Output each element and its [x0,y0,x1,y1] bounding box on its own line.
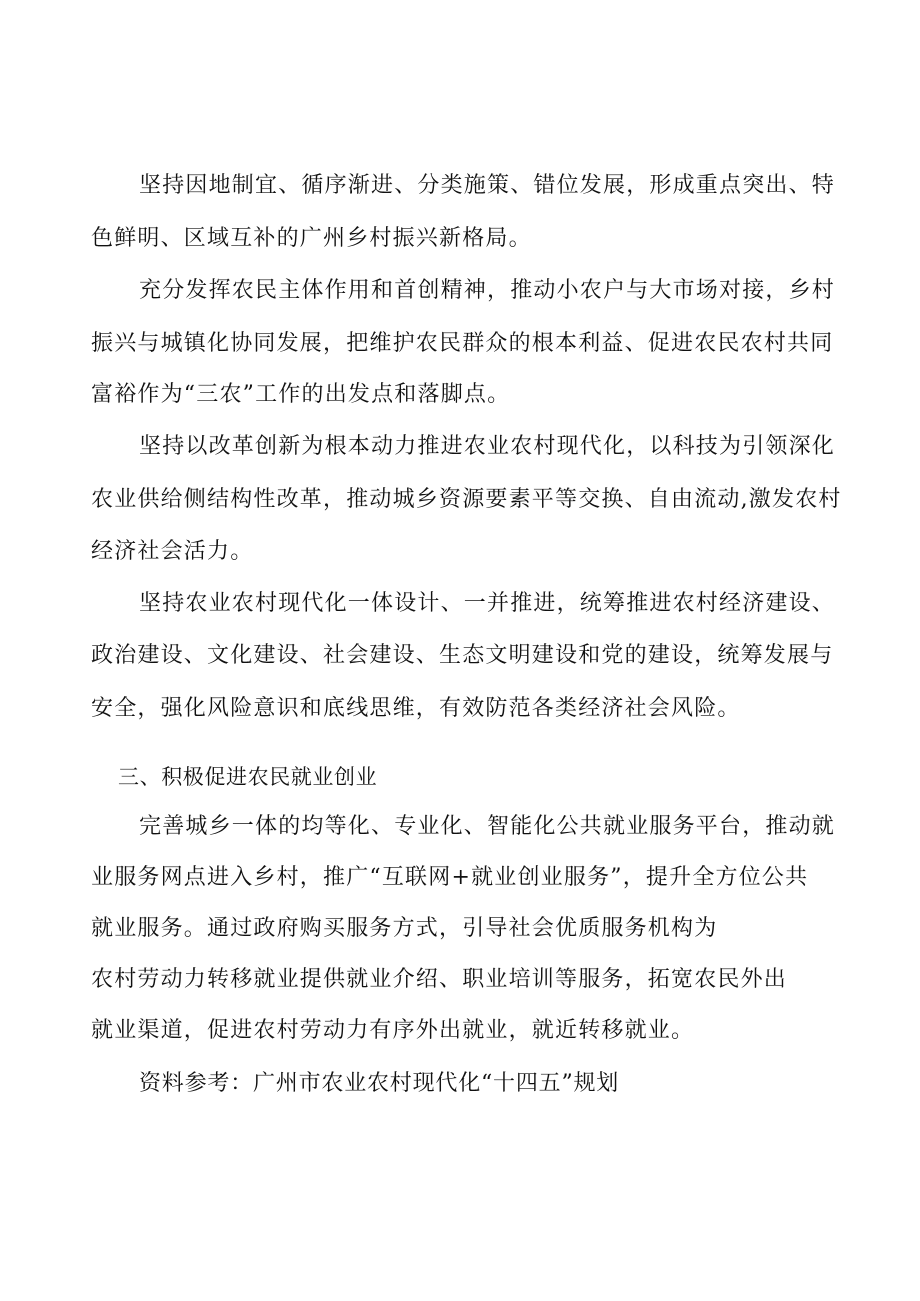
paragraph-3-line-2: 农业供给侧结构性改革，推动城乡资源要素平等交换、自由流动,激发农村 [91,487,842,512]
section-heading: 三、积极促进农民就业创业 [118,765,378,789]
paragraph-2-line-1: 充分发挥农民主体作用和首创精神，推动小农户与大市场对接，乡村 [139,278,836,303]
paragraph-4-line-2: 政治建设、文化建设、社会建设、生态文明建设和党的建设，统筹发展与 [91,643,834,668]
employment-line-3: 就业服务。通过政府购买服务方式，引导社会优质服务机构为 [91,916,718,941]
employment-line-5: 就业渠道，促进农村劳动力有序外出就业，就近转移就业。 [91,1018,695,1043]
paragraph-2-line-2: 振兴与城镇化协同发展，把维护农民群众的根本利益、促进农民农村共同 [91,331,834,356]
paragraph-4-line-1: 坚持农业农村现代化一体设计、一并推进，统筹推进农村经济建设、 [139,591,836,616]
reference-source: 资料参考：广州市农业农村现代化“十四五”规划 [139,1071,620,1096]
paragraph-3-line-1: 坚持以改革创新为根本动力推进农业农村现代化，以科技为引领深化 [139,434,836,459]
employment-line-4: 农村劳动力转移就业提供就业介绍、职业培训等服务，拓宽农民外出 [91,967,788,992]
employment-line-1: 完善城乡一体的均等化、专业化、智能化公共就业服务平台，推动就 [139,814,836,839]
employment-line-2: 业服务网点进入乡村，推广“互联网+就业创业服务”，提升全方位公共 [91,865,809,890]
paragraph-3-line-3: 经济社会活力。 [91,539,254,564]
paragraph-2-line-3: 富裕作为“三农”工作的出发点和落脚点。 [91,382,511,407]
paragraph-4-line-3: 安全，强化风险意识和底线思维，有效防范各类经济社会风险。 [91,696,741,721]
paragraph-1-line-1: 坚持因地制宜、循序渐进、分类施策、错位发展，形成重点突出、特 [139,173,836,198]
paragraph-1-line-2: 色鲜明、区域互补的广州乡村振兴新格局。 [91,226,532,251]
